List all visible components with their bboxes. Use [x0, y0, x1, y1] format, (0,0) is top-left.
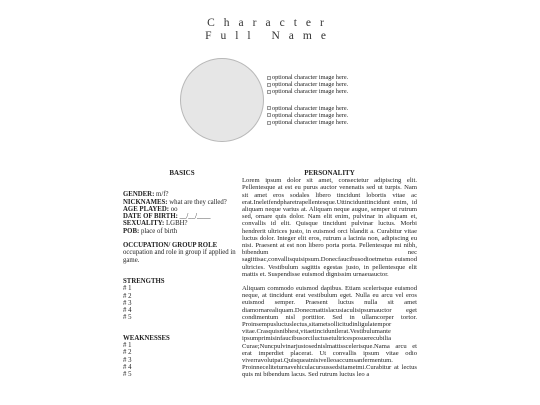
age-value: oo	[170, 205, 178, 213]
broken-image-icon	[267, 113, 271, 117]
image-alt-text: optional character image here.	[272, 111, 349, 119]
optional-image-placeholder	[267, 74, 348, 81]
gender-value: m/f?	[156, 191, 169, 199]
personality-heading: PERSONALITY	[304, 169, 355, 177]
weakness-item: # 3	[123, 356, 132, 364]
strengths-heading: STRENGTHS	[123, 277, 165, 285]
optional-image-placeholder	[267, 119, 348, 126]
dob-label: DATE OF BIRTH:	[123, 213, 178, 221]
dob-row	[123, 213, 241, 220]
character-full-name: Full Name	[205, 30, 335, 42]
sexuality-label: SEXUALITY:	[123, 220, 165, 228]
sexuality-row	[123, 220, 241, 227]
sexuality-value: LGBH?	[166, 220, 188, 228]
character-first-name: Character	[207, 17, 333, 29]
age-row	[123, 206, 241, 213]
basics-heading: BASICS	[169, 169, 195, 177]
personality-column	[242, 170, 417, 379]
basics-column	[123, 170, 241, 379]
dob-value: __/__/____	[179, 213, 211, 221]
character-portrait-circle	[180, 58, 264, 142]
optional-image-placeholder	[267, 81, 348, 88]
image-alt-text: optional character image here.	[272, 88, 349, 96]
occupation-heading: OCCUPATION/ GROUP ROLE	[123, 242, 218, 250]
strength-item: # 5	[123, 314, 132, 322]
image-alt-text: optional character image here.	[272, 74, 349, 81]
broken-image-icon	[267, 106, 271, 110]
nicknames-row	[123, 199, 241, 206]
nicknames-value: what are they called?	[169, 198, 227, 206]
weakness-item: # 5	[123, 371, 132, 379]
strength-item: # 1	[123, 285, 132, 293]
gender-row	[123, 191, 241, 198]
broken-image-icon	[267, 83, 271, 87]
pob-row	[123, 228, 241, 235]
personality-paragraph-2: Aliquam commodo euismod dapibus. Etiam scelerisque euismod neque, at tincidunt erat vestibulum eget. Nulla eu arcu vel eros euismod semper. Praesent luctus nulla sit amet diamornarealiquam.Donecmattislacusiaculisipsumauctor eget condimentum nisl porttitor. Sed in ullamcorper tortor. Proinsempusluctuslectus,sitametsollicitudinligulatempor vitae.Crasquisnibhest,vitaetinciduntlerat.Vestibulumante ipsumprimisinfaucibusorciluctusetultricesposuerecubilia Curae;Nuncpulvinarjustosednislmattisscelerisque.Nama arcu et erat imperdiet placerat. Ut convallis ipsum vitae odio viverravolutpat.Quisqueatnisivelleoaccumsanfermentum. Proinneceliteturnavehiculacursussedsitametmi.Curabitur at lectus quis mi bibendum lacus. Sed rutrum luctus leo a	[242, 285, 417, 379]
broken-image-icon	[267, 90, 271, 94]
pob-value: place of birth	[140, 227, 178, 235]
age-label: AGE PLAYED:	[123, 205, 170, 213]
strength-item: # 4	[123, 307, 132, 315]
strength-item: # 2	[123, 292, 132, 300]
weakness-item: # 1	[123, 342, 132, 350]
weakness-item: # 2	[123, 349, 132, 357]
weaknesses-heading: WEAKNESSES	[123, 334, 170, 342]
broken-image-icon	[267, 121, 271, 125]
occupation-text: occupation and role in group if applied in game.	[123, 249, 236, 264]
image-alt-text: optional character image here.	[272, 81, 349, 89]
optional-image-placeholder	[267, 112, 348, 119]
strength-item: # 3	[123, 299, 132, 307]
image-alt-text: optional character image here.	[272, 119, 349, 127]
gender-label: GENDER:	[123, 191, 155, 199]
broken-image-icon	[267, 76, 271, 80]
nicknames-label: NICKNAMES:	[123, 198, 168, 206]
optional-image-placeholder	[267, 105, 348, 112]
image-alt-text: optional character image here.	[272, 104, 349, 112]
optional-image-placeholder	[267, 88, 348, 95]
weakness-item: # 4	[123, 363, 132, 371]
pob-label: POB:	[123, 227, 140, 235]
personality-paragraph-1: Lorem ipsum dolor sit amet, consectetur adipiscing elit. Pellentesque at est eu purus auctor venenatis sed ut turpis. Nam sit amet eros sodales libero tincidunt lobortis vitae ac erat.Ineleifendpharetrapellentesque.Uttincidunttincidunt enim, id aliquam neque varius at. Aliquam neque augue, semper ut rutrum sed, ornare quis dolor. Nam elit enim, pulvinar in aliquam et, convallis id elit. Quisque tincidunt pulvinar luctus. Morbi hendrerit ultrices justo, in euismod orci blandit a. Curabitur vitae luctus dolor. Integer elit eros, rutrum a lacinia non, adipiscing eu nisi. Praesent at est non libero porta porta. Pellentesque mi nibh, bibendum nec sagittisac,convallisquisipsum.Donecfaucibusodioetmetus euismod ultricies. Vestibulum sagittis egestas justo, in pellentesque elit mattis et. Suspendisse euismod dignissim urnaeuauctor.	[242, 177, 417, 278]
optional-images-list	[267, 74, 348, 126]
